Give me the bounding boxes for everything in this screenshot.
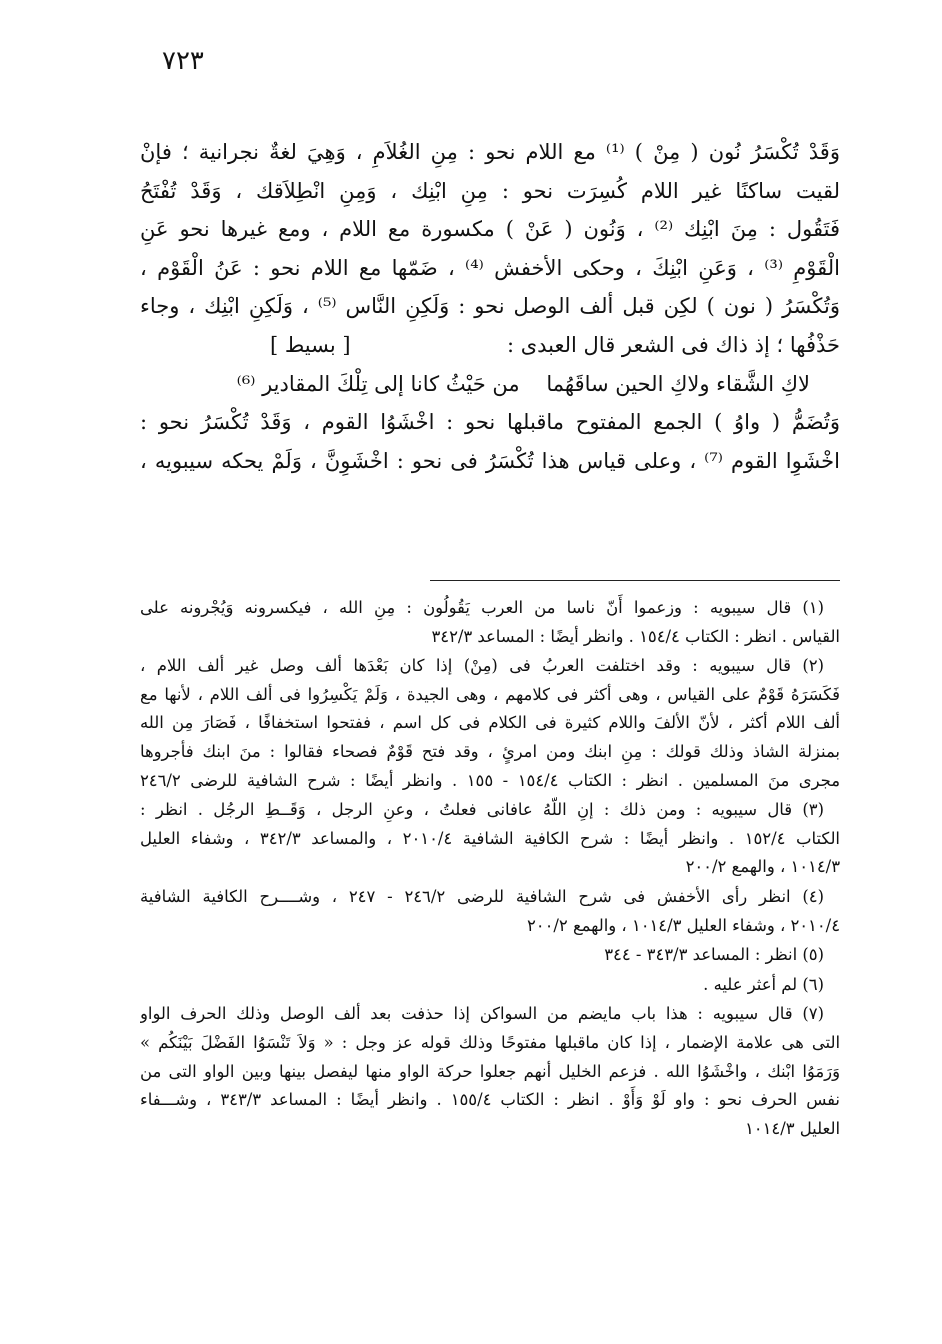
footnote-line: العليل ١٠١٤/٣ [745, 1118, 840, 1138]
footnote-line: (٧) قال سيبويه : هذا باب مايضم من السواكن إذا حذفت بعد ألف الوصل وذلك الحرف الواو [140, 1004, 824, 1024]
poetry-intro-row [140, 326, 840, 365]
footnote-line: نفس الحرف نحو : واو لَوْ وَأَوْ . انظر : الكتاب ١٥٥/٤ . وانظر أيضًا : المساعد ٣٤٣/٣ ، وشـــفاء [140, 1090, 840, 1110]
footnote-line: القياس . انظر : الكتاب ١٥٤/٤ . وانظر أيضًا : المساعد ٣٤٢/٣ [431, 626, 840, 646]
meter-label: [ بسيط ] [270, 332, 351, 357]
footnote-5 [140, 941, 840, 970]
main-line: حَذْفُها ؛ إذ ذاك فى الشعر قال العبدى : [506, 332, 840, 357]
footnote-line: بمنزلة الشاذ وذلك قولك : مِنِ ابنك ومن امرئٍ ، وقد فتح قَوْمٌ فصحاء فقالوا : منَ ابنك فأجروها [140, 741, 840, 761]
footnote-line: (١) قال سيبويه : وزعموا أَنّ ناسا من العرب يَقُولُون : مِنِ الله ، فيكسرونه وَيُجْرونه على [140, 598, 824, 617]
footnote-2 [140, 652, 840, 795]
verse-first-hemistich: لاكِ الشَّقاء ولاكِ الحين ساقَهُما [546, 371, 810, 396]
footnote-line: مجرى منَ المسلمين . انظر : الكتاب ١٥٤/٤ - ١٥٥ . وانظر أيضًا : شرح الشافية للرضى ٢٤٦/٢ [140, 770, 840, 790]
footnote-7 [140, 1000, 840, 1143]
footnote-line: (٣) قال سيبويه : ومن ذلك : إنِ اللّهُ عافانى فعلتُ ، وعنِ الرجل ، وَقَــطِ الرجُل . انظر : [140, 800, 824, 820]
footnotes [140, 594, 840, 1144]
footnote-line: ٢٠١٠/٤ ، وشفاء العليل ١٠١٤/٣ ، والهمع ٢٠٠/٢ [527, 915, 840, 935]
footnote-4 [140, 883, 840, 940]
footnote-divider [430, 580, 840, 581]
footnote-line: (٤) انظر رأى الأخفش فى شرح الشافية للرضى ٢٤٦/٢ - ٢٤٧ ، وشــــرح الكافية الشافية [140, 886, 824, 906]
footnote-1 [140, 594, 840, 651]
main-line: الْقَوْمِ ⁽³⁾ ، وَعَنِ ابْنِكَ ، وحكى الأخفش ⁽⁴⁾ ، ضَمّها مع اللام نحو : عَنُ الْقَوْم ، [140, 255, 840, 280]
main-line: لقيت ساكنًا غير اللام كُسِرَت نحو : مِنِ ابْنِك ، وَمِنِ انْطِلاَقك ، وَقَدْ تُفْتَحُ [140, 178, 840, 203]
footnote-line: (٦) لم أعثر عليه . [703, 974, 824, 994]
footnote-3 [140, 796, 840, 882]
main-text [140, 133, 840, 480]
main-line: وَتُكْسَرُ ( نون ) لكِن قبل ألف الوصل نحو : وَلَكِنِ النَّاس ⁽⁵⁾ ، وَلَكِنِ ابْنِك ، وجاء [140, 294, 840, 319]
main-line: وَقَدْ تُكْسَرُ نُون ( مِنْ ) ⁽¹⁾ مع اللام نحو : مِنِ الغُلاَمِ ، وَهِيَ لغةٌ نجرانية ؛ فإنْ [140, 140, 840, 164]
page-number: ٧٢٣ [162, 46, 204, 76]
footnote-line: ألف اللام أكثر ، لأنّ الألفَ واللام كثيرة فى الكلام فى كل اسم ، ففتحوا استخفافًا ، فَصَارَ مِن الله [140, 713, 840, 733]
footnote-line: فَكَسَرَهُ قَوْمٌ على القياس ، وهى أكثر فى كلامهم ، وهى الجيدة ، وَلَمْ يَكْسِرُوا فى ألف اللام ، لأنها مع [140, 684, 840, 704]
footnote-6 [140, 971, 840, 1000]
footnote-line: التى هى علامة الإضمار ، إذا كان ماقبلها مفتوحًا وذلك قوله عز وجل : « وَلاَ تَنْسَوُا الفَضْلَ بَيْنَكُم » [140, 1032, 840, 1052]
verse-second-hemistich: من حَيْثُ كانا إلى تِلْكَ المقادير ⁽⁶⁾ [236, 371, 520, 396]
main-line: وَتُضَمُّ ( واوُ ) الجمع المفتوح ماقبلها نحو : اخْشَوُا القوم ، وَقَدْ تُكْسَرُ نحو : [140, 410, 840, 435]
main-line: اخْشَوِا القوم ⁽⁷⁾ ، وعلى قياس هذا تُكْسَرُ فى نحو : اخْشَوِنَّ ، وَلَمْ يحكه سيبويه ، [140, 448, 840, 473]
main-line: فَتَقُول : مِنَ ابْنِك ⁽²⁾ ، وَنُون ( عَنْ ) مكسورة مع اللام ، ومع غيرها نحو عَنِ [140, 217, 840, 242]
footnote-line: (٥) انظر : المساعد ٣٤٣/٣ - ٣٤٤ [604, 945, 824, 965]
footnote-line: وَرَمَوُا ابْنك ، واخْشَوُا الله . فزعم الخليل أنهم جعلوا حركة الواو منها ليفصل بينها وبين الواو التى من [140, 1061, 840, 1081]
footnote-line: ١٠١٤/٣ ، والهمع ٢٠٠/٢ [685, 857, 840, 877]
footnote-line: الكتاب ١٥٢/٤ . وانظر أيضًا : شرح الكافية الشافية ٢٠١٠/٤ ، والمساعد ٣٤٢/٣ ، وشفاء العليل [140, 828, 840, 848]
footnote-line: (٢) قال سيبويه : وقد اختلفت العربُ فى (مِنْ) إذا كان بَعْدَها ألف وصل غير ألف اللام ، [140, 656, 824, 676]
poetry-verse [140, 365, 840, 404]
